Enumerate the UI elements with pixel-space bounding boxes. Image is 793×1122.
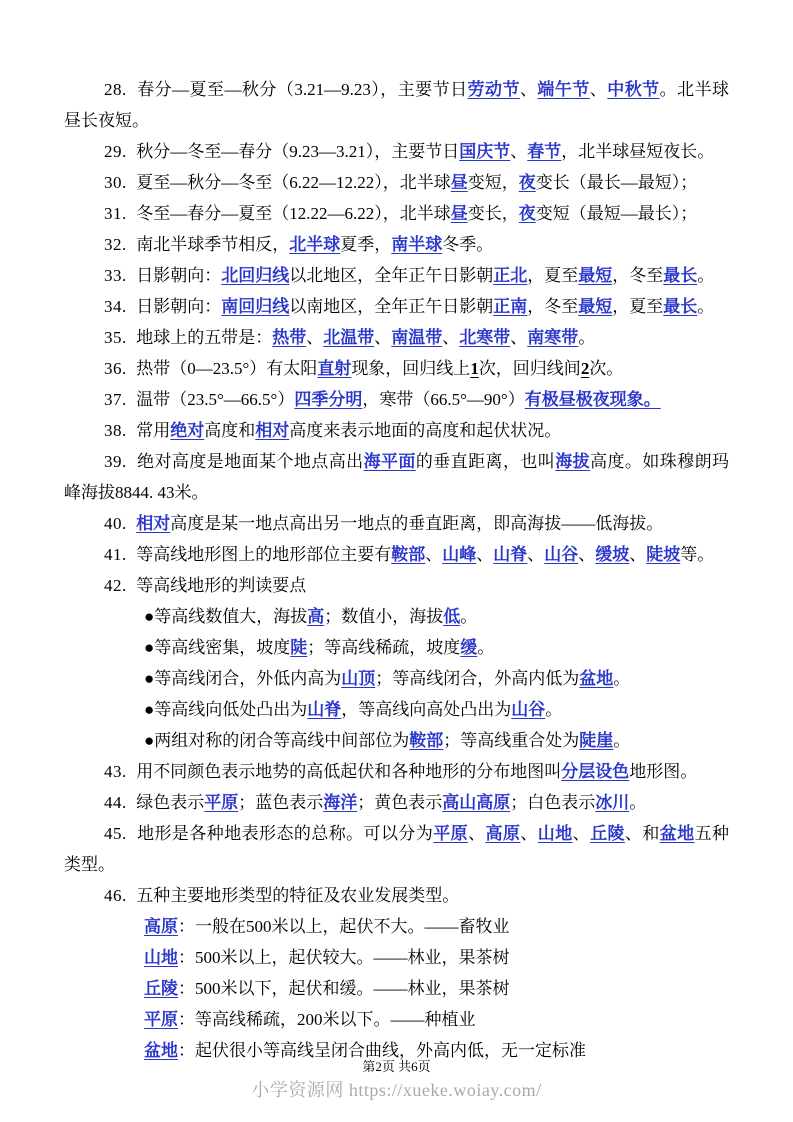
highlighted-term: 昼 [450, 173, 468, 192]
text-segment: 、 [306, 328, 324, 347]
highlighted-term: 相对 [255, 421, 290, 440]
text-segment: ：起伏很小等高线呈闭合曲线，外高内低，无一定标准 [178, 1041, 586, 1060]
list-item [64, 880, 729, 911]
item-number: 46. [104, 886, 137, 905]
highlighted-term: 山地 [537, 824, 573, 843]
highlighted-term: 热带 [272, 328, 307, 347]
text-segment: ●等高线密集，坡度 [144, 638, 291, 657]
highlighted-term: 最短 [578, 297, 613, 316]
text-segment: 五种主要地形类型的特征及农业发展类型。 [136, 886, 460, 905]
list-item [64, 756, 729, 787]
item-number: 28. [104, 80, 138, 99]
highlighted-term: 正北 [493, 266, 528, 285]
text-segment: 。 [578, 328, 596, 347]
text-segment: 绝对高度是地面某个地点高出 [137, 452, 364, 471]
highlighted-term: 盆地 [144, 1041, 178, 1060]
text-segment: 以北地区，全年正午日影朝 [289, 266, 494, 285]
list-item [64, 353, 729, 384]
emphasized-number: 1 [470, 359, 479, 378]
highlighted-term: 北回归线 [221, 266, 290, 285]
list-item [64, 384, 729, 415]
sub-list-item [144, 942, 729, 973]
highlighted-term: 海洋 [323, 793, 358, 812]
text-segment: ，等高线向高处凸出为 [341, 700, 512, 719]
text-segment: ●两组对称的闭合等高线中间部位为 [144, 731, 410, 750]
highlighted-term: 南回归线 [221, 297, 290, 316]
text-segment: ；等高线重合处为 [443, 731, 580, 750]
highlighted-term: 陡坡 [646, 545, 681, 564]
text-segment: 次，回归线间 [478, 359, 581, 378]
highlighted-term: 夜 [518, 173, 536, 192]
highlighted-term: 陡崖 [579, 731, 614, 750]
highlighted-term: 山峰 [442, 545, 477, 564]
sub-list-item [144, 632, 729, 663]
text-segment: 高度来表示地面的高度和起伏状况。 [289, 421, 562, 440]
highlighted-term: 中秋节 [607, 80, 660, 99]
text-segment: 变长（最长—最短）； [535, 173, 698, 192]
list-item [64, 167, 729, 198]
text-segment: 、和 [624, 824, 660, 843]
highlighted-term: 国庆节 [459, 142, 511, 161]
text-segment: ，夏至 [527, 266, 579, 285]
text-segment: 。 [477, 638, 495, 657]
text-segment: ，夏至 [612, 297, 664, 316]
text-segment: 次。 [589, 359, 624, 378]
list-item [64, 415, 729, 446]
highlighted-term: 平原 [204, 793, 239, 812]
text-segment: 。 [697, 297, 715, 316]
text-segment: 、 [519, 80, 538, 99]
text-segment: 高度和 [204, 421, 256, 440]
highlighted-term: 南寒带 [527, 328, 579, 347]
text-segment: 的垂直距离，也叫 [415, 452, 556, 471]
highlighted-term: 山谷 [511, 700, 546, 719]
list-item [64, 229, 729, 260]
text-segment: ；白色表示 [510, 793, 596, 812]
list-item [64, 260, 729, 291]
text-segment: 春分—夏至—秋分（3.21—9.23），主要节日 [137, 80, 468, 99]
highlighted-term: 昼 [450, 204, 468, 223]
page-indicator: 第2页 共6页 [362, 1059, 431, 1074]
item-number: 37. [104, 390, 137, 409]
text-segment: 、 [527, 545, 545, 564]
item-number: 35. [104, 328, 137, 347]
text-segment: 冬至—春分—夏至（12.22—6.22），北半球 [136, 204, 451, 223]
highlighted-term: 夜 [518, 204, 536, 223]
list-item [64, 136, 729, 167]
text-segment: 五种类型。 [64, 824, 730, 874]
highlighted-term: 山地 [144, 948, 178, 967]
text-segment: ；黄色表示 [357, 793, 443, 812]
list-item [64, 787, 729, 818]
text-segment: 日影朝向： [136, 297, 222, 316]
text-segment: 地球上的五带是： [136, 328, 273, 347]
highlighted-term: 平原 [433, 824, 469, 843]
text-segment: 变短， [467, 173, 519, 192]
item-number: 40. [104, 514, 137, 533]
text-segment: 地形图。 [629, 762, 698, 781]
list-item [64, 570, 729, 601]
text-segment: 秋分—冬至—春分（9.23—3.21），主要节日 [136, 142, 460, 161]
text-segment: 绿色表示 [136, 793, 205, 812]
item-number: 34. [104, 297, 137, 316]
page-footer [0, 1056, 793, 1075]
highlighted-term: 山谷 [544, 545, 579, 564]
text-segment: 。 [460, 607, 478, 626]
item-number: 33. [104, 266, 137, 285]
text-segment: 日影朝向： [136, 266, 222, 285]
watermark [0, 1076, 793, 1102]
text-segment: 、 [374, 328, 392, 347]
item-number: 38. [104, 421, 137, 440]
text-segment: 用不同颜色表示地势的高低起伏和各种地形的分布地图叫 [136, 762, 562, 781]
text-segment: ：500米以下，起伏和缓。——林业，果茶树 [178, 979, 510, 998]
text-segment: 。 [545, 700, 563, 719]
sub-list-item [144, 663, 729, 694]
highlighted-term: 山脊 [493, 545, 528, 564]
text-segment: 、 [468, 824, 486, 843]
sub-list-item [144, 1004, 729, 1035]
highlighted-term: 有极昼极夜现象。 [524, 390, 661, 409]
highlighted-term: 相对 [136, 514, 171, 533]
list-item [64, 291, 729, 322]
highlighted-term: 南温带 [391, 328, 443, 347]
text-segment: ：一般在500米以上，起伏不大。——畜牧业 [178, 917, 510, 936]
highlighted-term: 劳动节 [467, 80, 520, 99]
text-segment: 、 [510, 142, 528, 161]
text-segment: 常用 [136, 421, 171, 440]
highlighted-term: 平原 [144, 1010, 178, 1029]
highlighted-term: 四季分明 [294, 390, 363, 409]
list-item [64, 508, 729, 539]
list-item [64, 322, 729, 353]
highlighted-term: 高山高原 [442, 793, 511, 812]
highlighted-term: 山脊 [307, 700, 342, 719]
item-number: 41. [104, 545, 137, 564]
text-segment: 温带（23.5°—66.5°） [136, 390, 295, 409]
highlighted-term: 盆地 [659, 824, 695, 843]
text-segment: 。 [613, 731, 631, 750]
highlighted-term: 高原 [144, 917, 178, 936]
item-number: 42. [104, 576, 137, 595]
highlighted-term: 鞍部 [409, 731, 444, 750]
highlighted-term: 北温带 [323, 328, 375, 347]
text-segment: ；等高线稀疏，坡度 [307, 638, 461, 657]
highlighted-term: 海平面 [363, 452, 416, 471]
text-segment: 、 [572, 824, 591, 843]
text-segment: ●等高线向低处凸出为 [144, 700, 308, 719]
item-number: 31. [104, 204, 137, 223]
highlighted-term: 缓坡 [595, 545, 630, 564]
highlighted-term: 分层设色 [561, 762, 630, 781]
highlighted-term: 直射 [317, 359, 352, 378]
text-segment: 、 [578, 545, 596, 564]
text-segment: 夏至—秋分—冬至（6.22—12.22），北半球 [136, 173, 451, 192]
highlighted-term: 最短 [578, 266, 613, 285]
highlighted-term: 丘陵 [144, 979, 178, 998]
text-segment: 变长， [467, 204, 519, 223]
sub-list-item [144, 725, 729, 756]
list-item [64, 539, 729, 570]
text-segment: 夏季， [340, 235, 392, 254]
highlighted-term: 正南 [493, 297, 528, 316]
text-segment: 、 [442, 328, 460, 347]
text-segment: 、 [425, 545, 443, 564]
text-segment: ；数值小，海拔 [324, 607, 444, 626]
text-segment: ，冬至 [527, 297, 579, 316]
text-segment: 以南地区，全年正午日影朝 [289, 297, 494, 316]
highlighted-term: 丘陵 [590, 824, 625, 843]
text-segment: 、 [629, 545, 647, 564]
highlighted-term: 低 [443, 607, 461, 626]
highlighted-term: 北寒带 [459, 328, 511, 347]
item-number: 36. [104, 359, 137, 378]
text-segment: 。 [697, 266, 715, 285]
text-segment: 南北半球季节相反， [136, 235, 290, 254]
text-segment: ，寒带（66.5°—90°） [362, 390, 525, 409]
list-item [64, 818, 729, 880]
highlighted-term: 盆地 [579, 669, 614, 688]
list-item [64, 74, 729, 136]
text-segment: ●等高线数值大，海拔 [144, 607, 308, 626]
text-segment: ：500米以上，起伏较大。——林业，果茶树 [178, 948, 510, 967]
text-segment: 热带（0—23.5°）有太阳 [136, 359, 318, 378]
highlighted-term: 北半球 [289, 235, 341, 254]
text-segment: 高度。如珠穆朗玛峰海拔8844. 43米。 [64, 452, 730, 502]
text-segment: 、 [510, 328, 528, 347]
document-body [64, 74, 729, 1066]
item-number: 39. [104, 452, 138, 471]
sub-list-item [144, 911, 729, 942]
list-item [64, 446, 729, 508]
highlighted-term: 冰川 [595, 793, 630, 812]
text-segment: 等高线地形的判读要点 [136, 576, 307, 595]
text-segment: 、 [476, 545, 494, 564]
watermark-text: 小学资源网 https://xueke.woiay.com/ [251, 1080, 542, 1100]
highlighted-term: 山顶 [341, 669, 376, 688]
sub-list-item [144, 973, 729, 1004]
text-segment: 。北半球昼长夜短。 [64, 80, 730, 130]
item-number: 30. [104, 173, 137, 192]
highlighted-term: 高 [307, 607, 325, 626]
text-segment: ：等高线稀疏，200米以下。——种植业 [178, 1010, 476, 1029]
item-number: 29. [104, 142, 137, 161]
item-number: 32. [104, 235, 137, 254]
text-segment: ●等高线闭合，外低内高为 [144, 669, 342, 688]
text-segment: 等。 [680, 545, 715, 564]
list-item [64, 198, 729, 229]
sub-list-item [144, 601, 729, 632]
text-segment: 高度是某一地点高出另一地点的垂直距离，即高海拔——低海拔。 [170, 514, 664, 533]
highlighted-term: 高原 [485, 824, 521, 843]
sub-list-item [144, 694, 729, 725]
text-segment: ，冬至 [612, 266, 664, 285]
text-segment: ；蓝色表示 [238, 793, 324, 812]
text-segment: 。 [613, 669, 631, 688]
item-number: 43. [104, 762, 137, 781]
item-number: 45. [104, 824, 138, 843]
text-segment: 。 [629, 793, 647, 812]
highlighted-term: 南半球 [391, 235, 443, 254]
text-segment: 、 [520, 824, 538, 843]
text-segment: 冬季。 [442, 235, 494, 254]
highlighted-term: 鞍部 [391, 545, 426, 564]
highlighted-term: 端午节 [537, 80, 590, 99]
text-segment: ，北半球昼短夜长。 [561, 142, 715, 161]
highlighted-term: 绝对 [170, 421, 205, 440]
text-segment: 地形是各种地表形态的总称。可以分为 [137, 824, 434, 843]
text-segment: 、 [589, 80, 608, 99]
item-number: 44. [104, 793, 137, 812]
text-segment: 现象，回归线上 [351, 359, 471, 378]
highlighted-term: 缓 [460, 638, 478, 657]
highlighted-term: 春节 [527, 142, 562, 161]
text-segment: 变短（最短—最长）； [535, 204, 698, 223]
emphasized-number: 2 [580, 359, 590, 378]
text-segment: 等高线地形图上的地形部位主要有 [136, 545, 392, 564]
text-segment: ；等高线闭合，外高内低为 [375, 669, 580, 688]
highlighted-term: 最长 [663, 297, 698, 316]
highlighted-term: 最长 [663, 266, 698, 285]
highlighted-term: 海拔 [555, 452, 591, 471]
highlighted-term: 陡 [290, 638, 308, 657]
